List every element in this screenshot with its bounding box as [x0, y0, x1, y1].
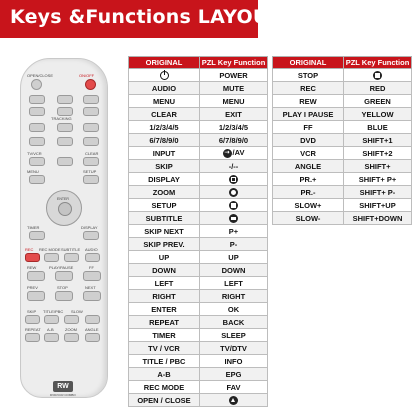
remote-key-6: [83, 123, 99, 132]
remote-label-repeat: REPEAT: [25, 327, 41, 332]
remote-slow-plus-button: [85, 315, 100, 324]
cell-original: [129, 212, 200, 225]
remote-label-stop: STOP: [57, 285, 68, 290]
table-row: [129, 95, 268, 108]
remote-label-rec-mode: REC MODE: [39, 247, 61, 252]
cell-original: [273, 82, 344, 95]
cell-pzl-function: [200, 381, 268, 394]
remote-label-clear: CLEAR: [85, 151, 99, 156]
cell-original-text: ANGLE: [294, 161, 322, 171]
cell-pzl-text: SLEEP: [221, 330, 246, 340]
table-row: [273, 173, 412, 186]
remote-control-image: [20, 58, 108, 398]
remote-label-rec: REC: [25, 247, 34, 252]
cell-pzl-text: BLUE: [367, 122, 388, 132]
cell-original-text: TIMER: [152, 330, 176, 340]
cell-original: [273, 212, 344, 225]
remote-enter-button: [58, 202, 72, 216]
column-header-original: ORIGINAL: [129, 57, 200, 69]
cell-original-text: LEFT: [154, 278, 174, 288]
cell-pzl-text: SHIFT+1: [362, 135, 393, 145]
cell-original: [129, 381, 200, 394]
cell-original-text: ENTER: [151, 304, 177, 314]
cell-original: [129, 264, 200, 277]
cell-original-text: SLOW+: [294, 200, 322, 210]
input-icon: ⇢: [224, 149, 230, 156]
table-row: [129, 381, 268, 394]
cell-pzl-text: RIGHT: [221, 291, 246, 301]
cell-pzl-function: [200, 212, 268, 225]
table-row: [129, 173, 268, 186]
table-header-row: [129, 57, 268, 69]
remote-key-0: [57, 157, 73, 166]
remote-label-enter: ENTER: [57, 197, 69, 201]
cell-pzl-function: [200, 108, 268, 121]
table-row: [129, 225, 268, 238]
remote-play-pause-button: [55, 271, 73, 281]
key-function-table-left: [128, 56, 268, 407]
cell-original-text: REC: [300, 83, 316, 93]
cell-original-text: SUBTITLE: [145, 213, 183, 223]
stop-icon: [373, 71, 382, 80]
column-header-pzl: PZL Key Function: [344, 57, 412, 69]
cell-pzl-text: SHIFT+2: [362, 148, 393, 158]
cell-original-text: INPUT: [152, 148, 176, 158]
remote-rec-mode-button: [44, 253, 59, 262]
remote-power-button: [85, 79, 96, 90]
table-row: [129, 147, 268, 160]
remote-key-2: [57, 107, 73, 116]
cell-pzl-text: P+: [228, 226, 239, 236]
remote-model-label: DVD/VCR COMBO: [50, 393, 76, 397]
cell-original-text: ZOOM: [152, 187, 176, 197]
remote-timer-button: [29, 231, 45, 240]
cell-original: [129, 251, 200, 264]
table-row: [129, 160, 268, 173]
remote-label-menu: MENU: [27, 169, 39, 174]
remote-angle-button: [85, 333, 100, 342]
cell-original-text: STOP: [297, 70, 319, 80]
remote-vcr-button: [57, 95, 73, 104]
remote-ff-button: [83, 271, 101, 281]
cell-original-text: REW: [299, 96, 317, 106]
cell-pzl-function: [344, 121, 412, 134]
remote-label-zoom: ZOOM: [65, 327, 77, 332]
cell-pzl-text: MENU: [222, 96, 245, 106]
remote-input-button: [83, 95, 99, 104]
cell-pzl-text: INFO: [224, 356, 243, 366]
remote-label-on-off: ON/OFF: [79, 73, 95, 78]
remote-label-display: DISPLAY: [81, 225, 98, 230]
table-row: [129, 303, 268, 316]
table-row: [273, 121, 412, 134]
table-row: [129, 199, 268, 212]
remote-label-ab: A-B: [47, 327, 54, 332]
cell-original-text: SETUP: [151, 200, 177, 210]
remote-label-title-pbc: TITLE/PBC: [43, 309, 64, 314]
cell-original: [129, 225, 200, 238]
remote-zoom-button: [64, 333, 79, 342]
cell-pzl-function: [200, 238, 268, 251]
cell-pzl-function: [200, 251, 268, 264]
cell-pzl-function: [344, 186, 412, 199]
cell-pzl-text: P-: [229, 239, 238, 249]
remote-prev-button: [27, 291, 45, 301]
remote-logo: RW: [53, 381, 73, 392]
remote-label-ff: FF: [89, 265, 94, 270]
remote-label-skip: SKIP: [27, 309, 37, 314]
cell-pzl-text: SHIFT+: [364, 161, 391, 171]
table-row: [273, 199, 412, 212]
cell-pzl-text: EXIT: [225, 109, 242, 119]
remote-tvvcr-button: [29, 157, 45, 166]
cell-pzl-function: [200, 69, 268, 82]
cell-original-text: SKIP PREV.: [143, 239, 185, 249]
cell-original: [273, 160, 344, 173]
cell-pzl-function: [344, 147, 412, 160]
cell-original-text: CLEAR: [151, 109, 177, 119]
cell-original-text: DISPLAY: [148, 174, 180, 184]
cell-pzl-function: [200, 394, 268, 407]
remote-label-timer: TIMER: [27, 225, 40, 230]
cell-pzl-text: UP: [228, 252, 239, 262]
cell-pzl-function: [344, 160, 412, 173]
table-row: [129, 108, 268, 121]
remote-display-button: [83, 231, 99, 240]
cell-pzl-function: [200, 186, 268, 199]
cell-pzl-text: DOWN: [221, 265, 246, 275]
remote-label-subtitle: SUBTITLE: [61, 247, 81, 252]
cell-pzl-text: SHIFT+DOWN: [352, 213, 403, 223]
cell-original: [129, 316, 200, 329]
table-row: [129, 316, 268, 329]
remote-menu-button: [29, 175, 45, 184]
setup-icon: [229, 201, 238, 210]
column-header-original: ORIGINAL: [273, 57, 344, 69]
table-row: [129, 368, 268, 381]
remote-label-play-pause: PLAY/PAUSE: [49, 265, 74, 270]
cell-pzl-text: RED: [369, 83, 386, 93]
remote-direction-pad: [46, 190, 82, 226]
remote-clear-button: [83, 157, 99, 166]
cell-original-text: PLAY I PAUSE: [282, 109, 334, 119]
cell-original: [129, 303, 200, 316]
cell-pzl-text: SHIFT+ P-: [359, 187, 396, 197]
cell-pzl-function: [200, 173, 268, 186]
cell-pzl-text: EPG: [225, 369, 242, 379]
power-icon: [160, 71, 169, 80]
cell-pzl-function: [200, 134, 268, 147]
subtitle-icon: [229, 214, 238, 223]
table-row: [129, 121, 268, 134]
cell-pzl-text: OK: [227, 304, 240, 314]
table-row: [273, 82, 412, 95]
cell-original: [273, 95, 344, 108]
cell-original: [129, 186, 200, 199]
table-row: [273, 186, 412, 199]
remote-label-open-close: OPEN/CLOSE: [27, 73, 54, 78]
cell-original-text: RIGHT: [152, 291, 176, 301]
cell-pzl-function: [200, 264, 268, 277]
cell-original: [129, 121, 200, 134]
cell-original: [273, 199, 344, 212]
remote-slow-minus-button: [64, 315, 79, 324]
remote-key-3: [83, 107, 99, 116]
cell-original-text: DVD: [300, 135, 316, 145]
table-row: [273, 95, 412, 108]
cell-original: [129, 394, 200, 407]
cell-original-text: TV / VCR: [148, 343, 180, 353]
zoom-icon: [229, 188, 238, 197]
cell-original: [129, 160, 200, 173]
remote-subtitle-button: [64, 253, 79, 262]
cell-original-text: SLOW-: [295, 213, 321, 223]
eject-icon: [229, 396, 238, 405]
cell-original-text: MENU: [152, 96, 176, 106]
cell-pzl-function: [344, 108, 412, 121]
table-row: [129, 264, 268, 277]
table-row: [129, 251, 268, 264]
cell-original: [129, 290, 200, 303]
remote-title-pbc-button: [44, 315, 59, 324]
cell-original: [273, 108, 344, 121]
cell-pzl-function: [200, 95, 268, 108]
cell-pzl-function: [200, 303, 268, 316]
table-row: [273, 134, 412, 147]
cell-pzl-function: [344, 134, 412, 147]
remote-audio-button: [85, 253, 100, 262]
cell-pzl-function: [344, 212, 412, 225]
cell-original: [129, 342, 200, 355]
remote-label-next: NEXT: [85, 285, 96, 290]
cell-pzl-text: FAV: [226, 382, 241, 392]
table-row: [129, 394, 268, 407]
cell-original: [129, 329, 200, 342]
remote-next-button: [83, 291, 101, 301]
cell-original: [129, 277, 200, 290]
cell-original-text: VCR: [300, 148, 316, 158]
cell-pzl-text: 6/7/8/9/0: [218, 135, 249, 145]
table-row: [273, 212, 412, 225]
cell-original: [273, 186, 344, 199]
table-row: [129, 238, 268, 251]
cell-original-text: SKIP NEXT: [144, 226, 184, 236]
cell-original: [129, 69, 200, 82]
cell-original-text: 6/7/8/9/0: [149, 135, 179, 145]
cell-original-text: REC MODE: [143, 382, 185, 392]
cell-pzl-text: SHIFT+UP: [359, 200, 396, 210]
cell-original: [129, 147, 200, 160]
remote-key-1: [29, 107, 45, 116]
remote-key-7: [29, 137, 45, 146]
table-row: [129, 342, 268, 355]
table-header-row: [273, 57, 412, 69]
cell-original: [129, 199, 200, 212]
page-title: Keys &Functions LAYOUT: [10, 6, 282, 28]
table-row: [129, 82, 268, 95]
cell-pzl-text: BACK: [222, 317, 245, 327]
title-banner: [0, 0, 282, 38]
cell-original: [129, 368, 200, 381]
table-row: [129, 277, 268, 290]
cell-original-text: 1/2/3/4/5: [149, 122, 179, 132]
remote-skip-button: [25, 315, 40, 324]
cell-pzl-text: -/--: [228, 161, 239, 171]
table-row: [129, 186, 268, 199]
cell-original: [273, 121, 344, 134]
cell-original-text: FF: [303, 122, 313, 132]
remote-rew-button: [27, 271, 45, 281]
cell-original-text: REPEAT: [149, 317, 179, 327]
remote-key-5: [57, 123, 73, 132]
cell-original: [129, 108, 200, 121]
table-row: [273, 108, 412, 121]
remote-rec-button: [25, 253, 40, 262]
cell-pzl-function: [344, 173, 412, 186]
cell-original: [129, 95, 200, 108]
table-row: [129, 290, 268, 303]
cell-pzl-text: 1/2/3/4/5: [218, 122, 249, 132]
table-row: [273, 160, 412, 173]
remote-ab-button: [44, 333, 59, 342]
cell-pzl-function: [200, 82, 268, 95]
remote-key-8: [57, 137, 73, 146]
remote-dvd-button: [29, 95, 45, 104]
cell-pzl-function: [200, 121, 268, 134]
cell-pzl-function: [200, 368, 268, 381]
cell-original-text: PR.-: [300, 187, 316, 197]
table-row: [273, 147, 412, 160]
cell-pzl-text: SHIFT+ P+: [358, 174, 397, 184]
cell-pzl-function: [344, 95, 412, 108]
cell-original-text: OPEN / CLOSE: [137, 395, 191, 405]
cell-original-text: PR.+: [299, 174, 317, 184]
cell-pzl-text: YELLOW: [361, 109, 394, 119]
table-row: [129, 69, 268, 82]
display-icon: [229, 175, 238, 184]
remote-open-close-button: [31, 79, 42, 90]
cell-pzl-function: [200, 342, 268, 355]
cell-original-text: DOWN: [152, 265, 176, 275]
remote-label-slow: SLOW: [71, 309, 83, 314]
cell-original: [129, 82, 200, 95]
cell-pzl-text: GREEN: [364, 96, 391, 106]
cell-pzl-function: [344, 199, 412, 212]
cell-pzl-function: [200, 225, 268, 238]
cell-pzl-text: LEFT: [224, 278, 243, 288]
cell-pzl-function: [200, 199, 268, 212]
cell-pzl-function: [200, 147, 268, 160]
cell-pzl-text: POWER: [219, 70, 248, 80]
table-row: [129, 134, 268, 147]
cell-original-text: SKIP: [155, 161, 173, 171]
remote-label-tvvcr: TV/VCR: [27, 151, 42, 156]
table-row: [273, 69, 412, 82]
table-row: [129, 329, 268, 342]
cell-pzl-function: [200, 160, 268, 173]
table-row: [129, 355, 268, 368]
remote-label-tracking: TRACKING: [51, 116, 72, 121]
cell-original: [273, 69, 344, 82]
cell-pzl-function: [200, 355, 268, 368]
cell-pzl-function: [200, 277, 268, 290]
cell-original: [129, 238, 200, 251]
remote-setup-button: [83, 175, 99, 184]
column-header-pzl: PZL Key Function: [200, 57, 268, 69]
cell-original-text: A-B: [157, 369, 171, 379]
remote-label-setup: SETUP: [83, 169, 97, 174]
remote-key-9: [83, 137, 99, 146]
cell-original: [129, 134, 200, 147]
remote-label-angle: ANGLE: [85, 327, 99, 332]
cell-pzl-text: MUTE: [222, 83, 245, 93]
remote-repeat-button: [25, 333, 40, 342]
table-row: [129, 212, 268, 225]
remote-stop-button: [55, 291, 73, 301]
cell-original: [273, 134, 344, 147]
cell-pzl-text: TV/DTV: [220, 343, 247, 353]
cell-original: [129, 173, 200, 186]
cell-pzl-function: [344, 82, 412, 95]
remote-label-audio: AUDIO: [85, 247, 98, 252]
cell-pzl-function: [200, 329, 268, 342]
cell-original-text: TITLE / PBC: [142, 356, 186, 366]
cell-original: [273, 173, 344, 186]
cell-pzl-function: [344, 69, 412, 82]
cell-original-text: AUDIO: [151, 83, 177, 93]
remote-key-4: [29, 123, 45, 132]
cell-pzl-function: [200, 316, 268, 329]
cell-pzl-function: [200, 290, 268, 303]
cell-pzl-text: /AV: [232, 148, 245, 158]
remote-label-rew: REW: [27, 265, 37, 270]
cell-original-text: UP: [158, 252, 170, 262]
remote-label-prev: PREV: [27, 285, 38, 290]
cell-original: [273, 147, 344, 160]
cell-original: [129, 355, 200, 368]
key-function-table-right: [272, 56, 412, 225]
